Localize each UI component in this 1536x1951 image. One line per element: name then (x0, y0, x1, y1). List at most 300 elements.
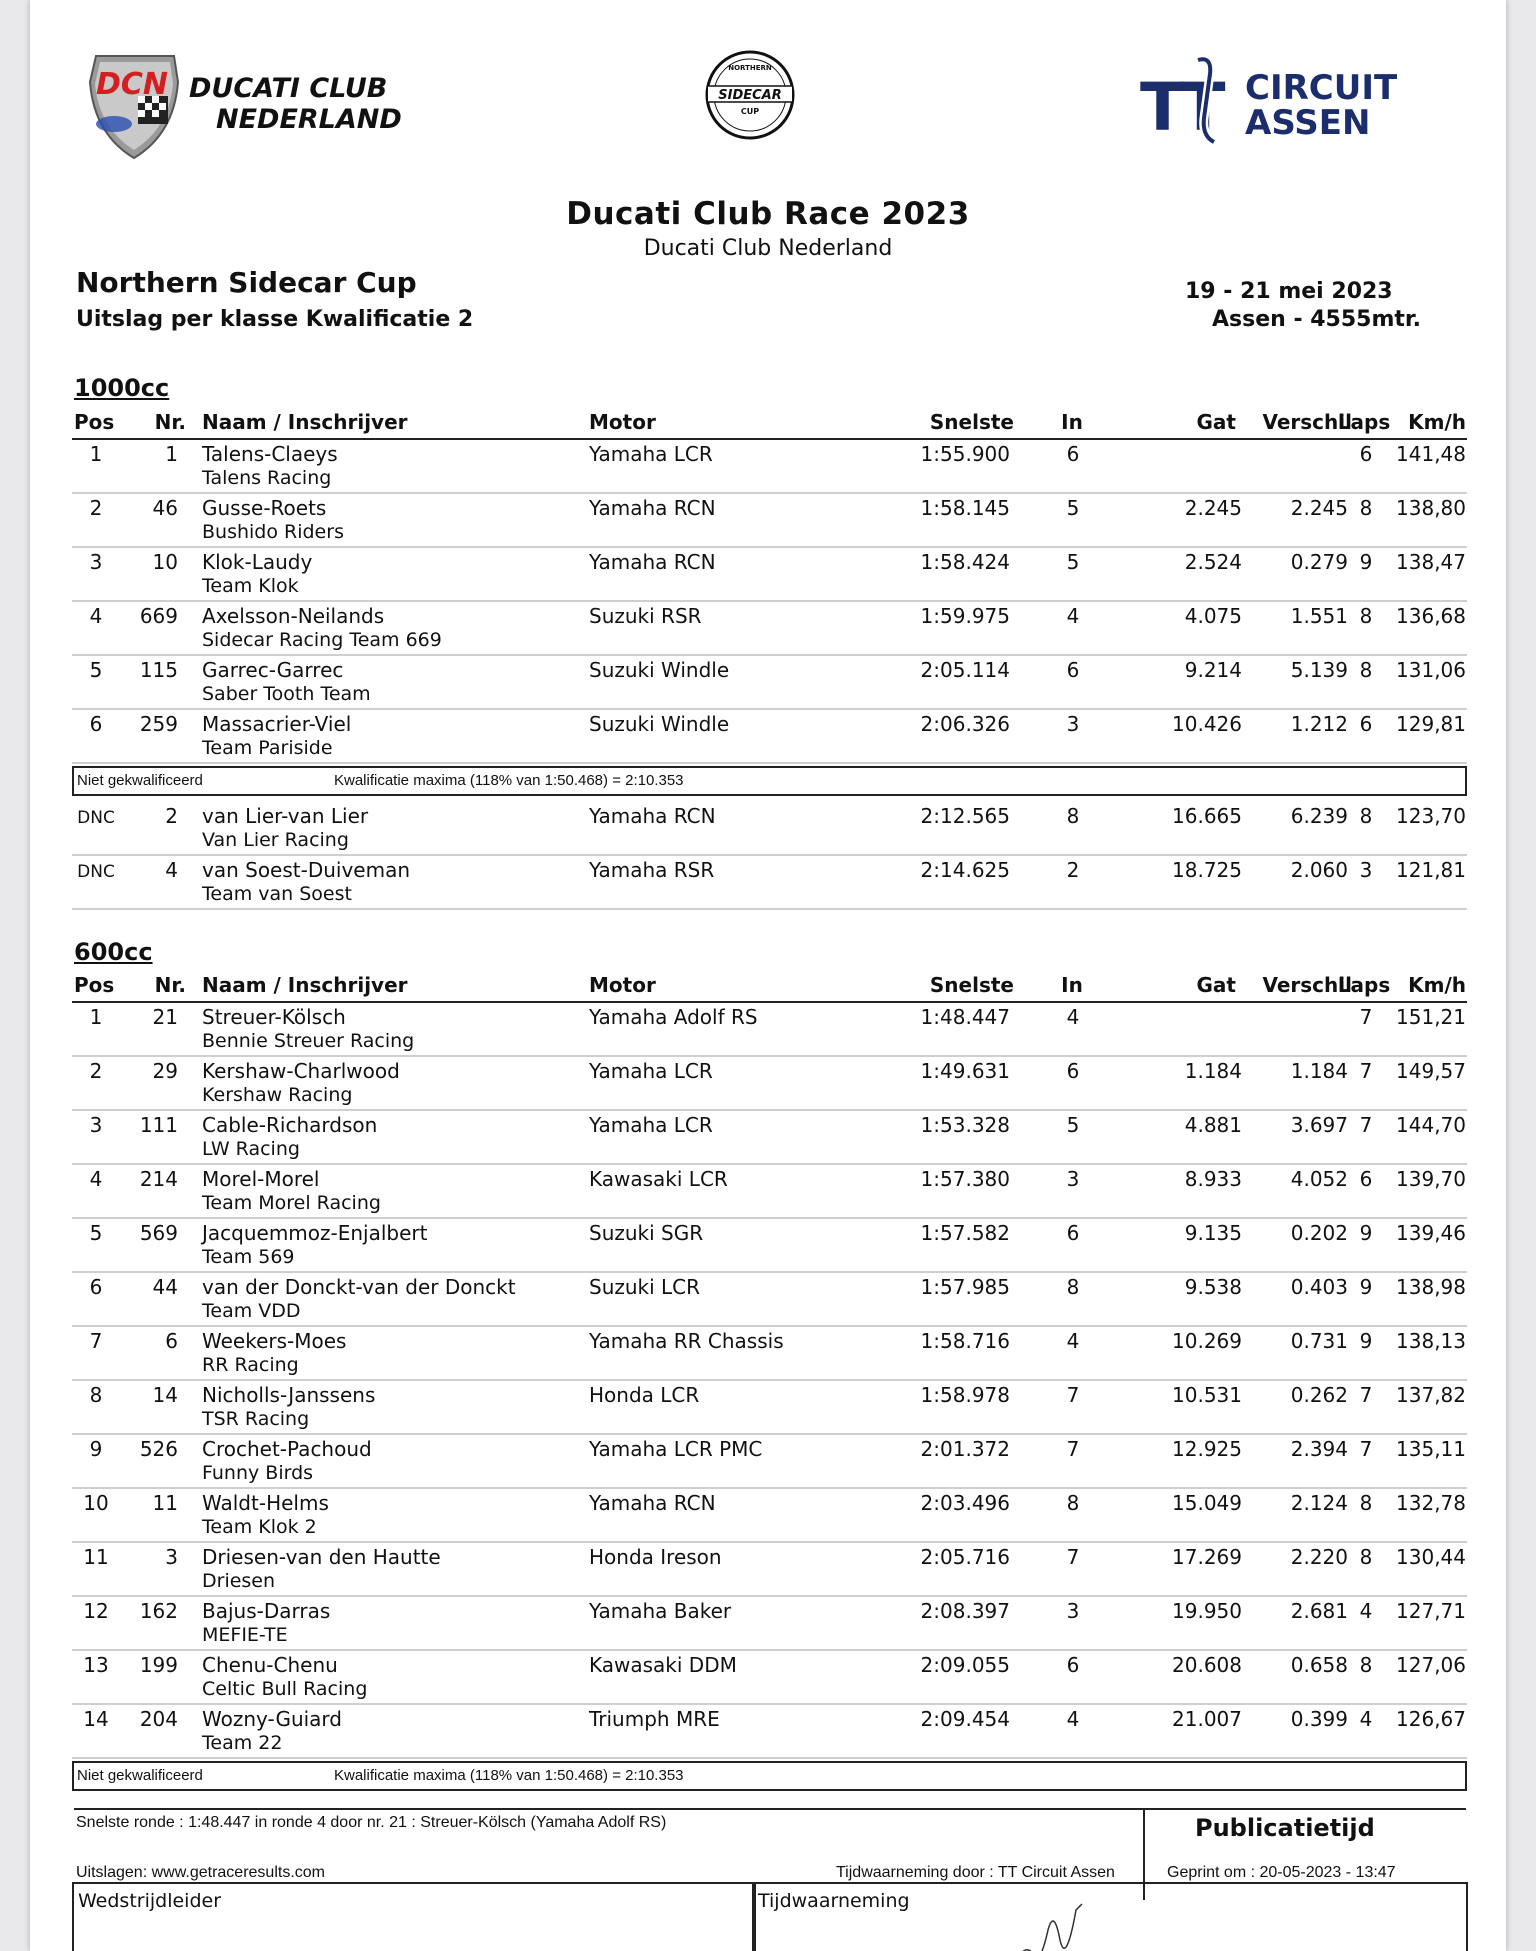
cell-pos: 3 (89, 1113, 103, 1137)
cell-verschil: 6.239 (1290, 804, 1348, 828)
cell-laps: 8 (1359, 1491, 1373, 1515)
col-motor: Motor (589, 410, 656, 434)
cell-in: 7 (1066, 1545, 1080, 1569)
cell-motor: Yamaha LCR PMC (589, 1437, 763, 1461)
cell-verschil: 0.202 (1290, 1221, 1348, 1245)
cell-team: Sidecar Racing Team 669 (202, 629, 442, 651)
cell-kmh: 138,80 (1396, 496, 1466, 520)
cell-nr: 6 (165, 1329, 178, 1353)
timekeeping-label: Tijdwaarneming (758, 1890, 910, 1912)
cell-in: 3 (1066, 1599, 1080, 1623)
event-venue: Assen - 4555mtr. (1212, 307, 1421, 332)
table-row (72, 1651, 1467, 1705)
cell-naam: Garrec-Garrec (202, 658, 344, 682)
cell-nr: 204 (139, 1707, 178, 1731)
class-title-1000cc: 1000cc (74, 374, 170, 402)
cell-gat: 17.269 (1172, 1545, 1242, 1569)
cell-kmh: 123,70 (1396, 804, 1466, 828)
cell-gat: 9.135 (1184, 1221, 1242, 1245)
cell-in: 6 (1066, 658, 1080, 682)
cell-team: Celtic Bull Racing (202, 1678, 368, 1700)
cell-laps: 4 (1359, 1599, 1373, 1623)
cell-snelste: 1:58.716 (920, 1329, 1010, 1353)
cell-naam: Nicholls-Janssens (202, 1383, 376, 1407)
cell-verschil: 2.220 (1290, 1545, 1348, 1569)
cell-naam: Weekers-Moes (202, 1329, 347, 1353)
cell-team: RR Racing (202, 1354, 299, 1376)
cell-snelste: 1:49.631 (920, 1059, 1010, 1083)
cell-laps: 6 (1359, 442, 1373, 466)
cell-gat: 2.245 (1184, 496, 1242, 520)
rows-600cc (72, 1003, 1467, 1759)
table-row (72, 1435, 1467, 1489)
cell-gat: 12.925 (1172, 1437, 1242, 1461)
fastest-lap-note: Snelste ronde : 1:48.447 in ronde 4 door nr. 21 : Streuer-Kölsch (Yamaha Adolf RS) (76, 1814, 667, 1831)
cell-laps: 7 (1359, 1005, 1373, 1029)
svg-text:CIRCUIT: CIRCUIT (1245, 68, 1398, 108)
cell-verschil: 0.658 (1290, 1653, 1348, 1677)
col-laps: Laps (1337, 973, 1391, 997)
cell-naam: Bajus-Darras (202, 1599, 331, 1623)
cell-kmh: 136,68 (1396, 604, 1466, 628)
cell-motor: Yamaha Adolf RS (589, 1005, 758, 1029)
cell-kmh: 138,98 (1396, 1275, 1466, 1299)
results-table-600cc (72, 973, 1467, 1797)
cell-gat: 2.524 (1184, 550, 1242, 574)
table-row (72, 440, 1467, 494)
cell-laps: 6 (1359, 1167, 1373, 1191)
cell-kmh: 149,57 (1396, 1059, 1466, 1083)
col-gat: Gat (1196, 410, 1236, 434)
cell-motor: Yamaha RCN (589, 1491, 716, 1515)
cell-motor: Suzuki Windle (589, 712, 730, 736)
cell-naam: van der Donckt-van der Donckt (202, 1275, 516, 1299)
table-row (72, 1003, 1467, 1057)
cell-in: 6 (1066, 1653, 1080, 1677)
cell-laps: 6 (1359, 712, 1373, 736)
cell-in: 8 (1066, 1275, 1080, 1299)
cell-snelste: 2:09.454 (920, 1707, 1010, 1731)
cell-in: 8 (1066, 1491, 1080, 1515)
cell-verschil: 1.212 (1290, 712, 1348, 736)
cell-motor: Suzuki RSR (589, 604, 702, 628)
cell-verschil: 0.403 (1290, 1275, 1348, 1299)
cell-in: 6 (1066, 1059, 1080, 1083)
cell-motor: Suzuki Windle (589, 658, 730, 682)
cell-laps: 8 (1359, 658, 1373, 682)
cell-motor: Yamaha RCN (589, 804, 716, 828)
table-row (72, 1165, 1467, 1219)
cell-nr: 3 (165, 1545, 178, 1569)
cell-gat: 8.933 (1184, 1167, 1242, 1191)
cell-motor: Suzuki SGR (589, 1221, 704, 1245)
cell-naam: Chenu-Chenu (202, 1653, 338, 1677)
cell-gat: 16.665 (1172, 804, 1242, 828)
cell-nr: 14 (152, 1383, 178, 1407)
cell-laps: 8 (1359, 1653, 1373, 1677)
col-snelste: Snelste (929, 973, 1014, 997)
cell-naam: Axelsson-Neilands (202, 604, 385, 628)
cell-team: MEFIE-TE (202, 1624, 288, 1646)
event-organizer: Ducati Club Nederland (643, 236, 893, 261)
svg-text:TT: TT (1140, 69, 1220, 146)
cell-gat: 19.950 (1172, 1599, 1242, 1623)
cell-nr: 259 (139, 712, 178, 736)
cell-in: 7 (1066, 1437, 1080, 1461)
cell-nr: 526 (139, 1437, 178, 1461)
timing-provider: Tijdwaarneming door : TT Circuit Assen (836, 1864, 1115, 1881)
cell-motor: Honda LCR (589, 1383, 700, 1407)
cell-laps: 8 (1359, 604, 1373, 628)
signature-scribble (1004, 1900, 1224, 1951)
cup-subtitle: Uitslag per klasse Kwalificatie 2 (76, 307, 474, 332)
cell-laps: 4 (1359, 1707, 1373, 1731)
table-row (72, 656, 1467, 710)
col-in: In (1061, 973, 1083, 997)
col-kmh: Km/h (1408, 410, 1466, 434)
cell-naam: Crochet-Pachoud (202, 1437, 372, 1461)
col-pos: Pos (74, 973, 115, 997)
cell-verschil: 0.731 (1290, 1329, 1348, 1353)
cell-snelste: 2:03.496 (920, 1491, 1010, 1515)
table-row (72, 1597, 1467, 1651)
cell-naam: Massacrier-Viel (202, 712, 352, 736)
cell-pos: 14 (83, 1707, 109, 1731)
cell-motor: Yamaha LCR (589, 442, 713, 466)
svg-text:SIDECAR: SIDECAR (718, 88, 782, 103)
cell-pos: 12 (83, 1599, 109, 1623)
table-row (72, 802, 1467, 856)
cell-team: Bushido Riders (202, 521, 344, 543)
table-row (72, 1219, 1467, 1273)
northern-sidecar-cup-logo (700, 48, 800, 142)
cell-snelste: 2:05.114 (920, 658, 1010, 682)
cell-motor: Yamaha LCR (589, 1059, 713, 1083)
cell-snelste: 2:12.565 (920, 804, 1010, 828)
cell-in: 4 (1066, 1005, 1080, 1029)
qualification-max: Kwalificatie maxima (118% van 1:50.468) = 2:10.353 (334, 1767, 684, 1784)
cell-in: 6 (1066, 1221, 1080, 1245)
cell-in: 7 (1066, 1383, 1080, 1407)
cell-gat: 20.608 (1172, 1653, 1242, 1677)
qualification-max: Kwalificatie maxima (118% van 1:50.468) = 2:10.353 (334, 772, 684, 789)
cell-snelste: 2:06.326 (920, 712, 1010, 736)
cell-pos: DNC (77, 808, 115, 828)
cell-kmh: 126,67 (1396, 1707, 1466, 1731)
col-pos: Pos (74, 410, 115, 434)
cell-pos: 5 (89, 658, 103, 682)
cell-verschil: 2.394 (1290, 1437, 1348, 1461)
col-laps: Laps (1337, 410, 1391, 434)
col-kmh: Km/h (1408, 973, 1466, 997)
cell-pos: 5 (89, 1221, 103, 1245)
cell-verschil: 2.124 (1290, 1491, 1348, 1515)
cell-kmh: 144,70 (1396, 1113, 1466, 1137)
cell-verschil: 2.060 (1290, 858, 1348, 882)
cell-laps: 7 (1359, 1059, 1373, 1083)
cell-nr: 569 (139, 1221, 178, 1245)
cell-in: 5 (1066, 496, 1080, 520)
cell-nr: 10 (152, 550, 178, 574)
table-row (72, 494, 1467, 548)
cell-verschil: 0.279 (1290, 550, 1348, 574)
col-gat: Gat (1196, 973, 1236, 997)
cell-team: Funny Birds (202, 1462, 314, 1484)
cell-kmh: 135,11 (1396, 1437, 1466, 1461)
cell-pos: 10 (83, 1491, 109, 1515)
cell-motor: Yamaha RSR (589, 858, 715, 882)
cell-team: Team Klok (202, 575, 299, 597)
cell-kmh: 127,06 (1396, 1653, 1466, 1677)
cell-motor: Yamaha Baker (589, 1599, 732, 1623)
svg-text:DCN: DCN (96, 67, 169, 102)
table-header (72, 410, 1467, 440)
cell-in: 4 (1066, 1707, 1080, 1731)
svg-text:DUCATI CLUB: DUCATI CLUB (189, 73, 388, 104)
event-title: Ducati Club Race 2023 (566, 196, 970, 232)
cell-naam: Driesen-van den Hautte (202, 1545, 441, 1569)
cell-gat: 4.075 (1184, 604, 1242, 628)
cell-naam: Streuer-Kölsch (202, 1005, 346, 1029)
cell-naam: Klok-Laudy (202, 550, 313, 574)
cell-snelste: 1:57.985 (920, 1275, 1010, 1299)
cell-nr: 669 (139, 604, 178, 628)
rows-1000cc (72, 440, 1467, 764)
cell-nr: 46 (152, 496, 178, 520)
cell-verschil: 1.184 (1290, 1059, 1348, 1083)
cell-naam: van Lier-van Lier (202, 804, 369, 828)
publication-time-label: Publicatietijd (1195, 1814, 1375, 1842)
cell-nr: 115 (139, 658, 178, 682)
cell-laps: 8 (1359, 804, 1373, 828)
col-verschil: Verschil (1262, 410, 1352, 434)
cell-nr: 1 (165, 442, 178, 466)
col-nr: Nr. (154, 973, 186, 997)
cell-kmh: 138,47 (1396, 550, 1466, 574)
cell-motor: Honda Ireson (589, 1545, 722, 1569)
cell-naam: Kershaw-Charlwood (202, 1059, 400, 1083)
cell-pos: DNC (77, 862, 115, 882)
cell-naam: Wozny-Guiard (202, 1707, 342, 1731)
cell-snelste: 1:58.145 (920, 496, 1010, 520)
cell-team: Talens Racing (202, 467, 332, 489)
table-row (72, 856, 1467, 910)
cell-in: 5 (1066, 1113, 1080, 1137)
cell-team: Team Klok 2 (202, 1516, 317, 1538)
cell-verschil: 1.551 (1290, 604, 1348, 628)
table-row (72, 602, 1467, 656)
cell-laps: 9 (1359, 1329, 1373, 1353)
results-website: Uitslagen: www.getraceresults.com (76, 1864, 325, 1881)
cell-gat: 10.269 (1172, 1329, 1242, 1353)
cell-pos: 4 (89, 604, 103, 628)
cell-pos: 1 (89, 442, 103, 466)
results-page (30, 0, 1506, 1951)
cell-naam: Talens-Claeys (202, 442, 338, 466)
not-qualified-label: Niet gekwalificeerd (77, 1767, 203, 1784)
cell-team: Saber Tooth Team (202, 683, 371, 705)
col-naam: Naam / Inschrijver (202, 410, 408, 434)
not-qualified-box (72, 766, 1467, 796)
cell-naam: Cable-Richardson (202, 1113, 378, 1137)
cell-gat: 9.538 (1184, 1275, 1242, 1299)
cell-naam: van Soest-Duiveman (202, 858, 411, 882)
cell-gat: 21.007 (1172, 1707, 1242, 1731)
table-row (72, 1705, 1467, 1759)
cell-in: 4 (1066, 1329, 1080, 1353)
cell-snelste: 1:59.975 (920, 604, 1010, 628)
col-snelste: Snelste (929, 410, 1014, 434)
cell-verschil: 3.697 (1290, 1113, 1348, 1137)
race-director-label: Wedstrijdleider (78, 1890, 222, 1912)
cell-laps: 3 (1359, 858, 1373, 882)
signature-box-race-director (72, 1882, 756, 1951)
cell-team: TSR Racing (202, 1408, 310, 1430)
cell-verschil: 2.245 (1290, 496, 1348, 520)
table-row (72, 710, 1467, 764)
cell-kmh: 139,46 (1396, 1221, 1466, 1245)
cell-motor: Triumph MRE (589, 1707, 720, 1731)
svg-text:NEDERLAND: NEDERLAND (216, 104, 402, 135)
cell-kmh: 129,81 (1396, 712, 1466, 736)
cell-motor: Kawasaki LCR (589, 1167, 728, 1191)
cell-kmh: 131,06 (1396, 658, 1466, 682)
cell-snelste: 1:58.978 (920, 1383, 1010, 1407)
col-nr: Nr. (154, 410, 186, 434)
cell-kmh: 130,44 (1396, 1545, 1466, 1569)
cell-motor: Suzuki LCR (589, 1275, 701, 1299)
cell-pos: 7 (89, 1329, 103, 1353)
cell-gat: 9.214 (1184, 658, 1242, 682)
cell-in: 6 (1066, 442, 1080, 466)
tt-circuit-assen-logo (1140, 52, 1415, 152)
printed-at: Geprint om : 20-05-2023 - 13:47 (1167, 1864, 1396, 1881)
event-date: 19 - 21 mei 2023 (1185, 279, 1393, 304)
cell-kmh: 139,70 (1396, 1167, 1466, 1191)
cell-pos: 11 (83, 1545, 109, 1569)
table-row (72, 1489, 1467, 1543)
cell-in: 3 (1066, 1167, 1080, 1191)
cell-nr: 214 (139, 1167, 178, 1191)
cell-snelste: 2:01.372 (920, 1437, 1010, 1461)
cell-pos: 2 (89, 1059, 103, 1083)
cell-team: LW Racing (202, 1138, 300, 1160)
cell-nr: 199 (139, 1653, 178, 1677)
cell-team: Team 22 (202, 1732, 283, 1754)
cell-motor: Yamaha RCN (589, 550, 716, 574)
cell-gat: 10.426 (1172, 712, 1242, 736)
cell-motor: Yamaha RR Chassis (589, 1329, 784, 1353)
cell-kmh: 138,13 (1396, 1329, 1466, 1353)
cell-snelste: 1:48.447 (920, 1005, 1010, 1029)
cell-pos: 13 (83, 1653, 109, 1677)
results-table-1000cc (72, 410, 1467, 910)
col-in: In (1061, 410, 1083, 434)
cell-pos: 3 (89, 550, 103, 574)
svg-text:CUP: CUP (740, 107, 760, 116)
cell-gat: 18.725 (1172, 858, 1242, 882)
cell-team: Driesen (202, 1570, 276, 1592)
cell-gat: 4.881 (1184, 1113, 1242, 1137)
table-row (72, 1273, 1467, 1327)
cell-kmh: 141,48 (1396, 442, 1466, 466)
cell-laps: 8 (1359, 1545, 1373, 1569)
cell-naam: Jacquemmoz-Enjalbert (202, 1221, 428, 1245)
col-motor: Motor (589, 973, 656, 997)
cell-pos: 9 (89, 1437, 103, 1461)
cell-naam: Morel-Morel (202, 1167, 320, 1191)
class-title-600cc: 600cc (74, 938, 153, 966)
not-qualified-box (72, 1761, 1467, 1791)
cell-team: Team van Soest (202, 883, 352, 905)
cell-in: 2 (1066, 858, 1080, 882)
col-verschil: Verschil (1262, 973, 1352, 997)
signature-box-timekeeping (752, 1882, 1468, 1951)
cell-team: Team 569 (202, 1246, 295, 1268)
cell-nr: 44 (152, 1275, 178, 1299)
cell-nr: 162 (139, 1599, 178, 1623)
cell-pos: 6 (89, 1275, 103, 1299)
cell-gat: 15.049 (1172, 1491, 1242, 1515)
cell-team: Kershaw Racing (202, 1084, 353, 1106)
cell-snelste: 1:57.582 (920, 1221, 1010, 1245)
cell-verschil: 0.262 (1290, 1383, 1348, 1407)
cell-pos: 4 (89, 1167, 103, 1191)
table-row (72, 1111, 1467, 1165)
cell-laps: 9 (1359, 550, 1373, 574)
cell-kmh: 127,71 (1396, 1599, 1466, 1623)
cell-pos: 2 (89, 496, 103, 520)
ducati-club-nederland-logo (74, 52, 414, 162)
cell-verschil: 0.399 (1290, 1707, 1348, 1731)
cell-pos: 1 (89, 1005, 103, 1029)
cell-snelste: 1:55.900 (920, 442, 1010, 466)
cell-laps: 8 (1359, 496, 1373, 520)
col-naam: Naam / Inschrijver (202, 973, 408, 997)
cell-kmh: 137,82 (1396, 1383, 1466, 1407)
cell-snelste: 1:58.424 (920, 550, 1010, 574)
cell-laps: 7 (1359, 1383, 1373, 1407)
cell-snelste: 1:53.328 (920, 1113, 1010, 1137)
table-header (72, 973, 1467, 1003)
cell-gat: 1.184 (1184, 1059, 1242, 1083)
svg-text:ASSEN: ASSEN (1245, 103, 1371, 143)
cell-nr: 2 (165, 804, 178, 828)
cell-laps: 7 (1359, 1437, 1373, 1461)
cell-verschil: 2.681 (1290, 1599, 1348, 1623)
table-row (72, 1381, 1467, 1435)
cell-team: Team Morel Racing (202, 1192, 381, 1214)
cell-in: 5 (1066, 550, 1080, 574)
footer-divider (74, 1808, 1466, 1810)
cell-snelste: 2:05.716 (920, 1545, 1010, 1569)
cell-snelste: 2:08.397 (920, 1599, 1010, 1623)
cell-in: 3 (1066, 712, 1080, 736)
cell-kmh: 121,81 (1396, 858, 1466, 882)
cup-title: Northern Sidecar Cup (76, 266, 417, 299)
cell-team: Van Lier Racing (202, 829, 349, 851)
table-row (72, 1543, 1467, 1597)
cell-kmh: 151,21 (1396, 1005, 1466, 1029)
cell-laps: 9 (1359, 1221, 1373, 1245)
cell-nr: 29 (152, 1059, 178, 1083)
cell-laps: 9 (1359, 1275, 1373, 1299)
table-row (72, 1327, 1467, 1381)
cell-motor: Kawasaki DDM (589, 1653, 737, 1677)
cell-motor: Yamaha RCN (589, 496, 716, 520)
cell-pos: 8 (89, 1383, 103, 1407)
cell-team: Team Pariside (202, 737, 333, 759)
